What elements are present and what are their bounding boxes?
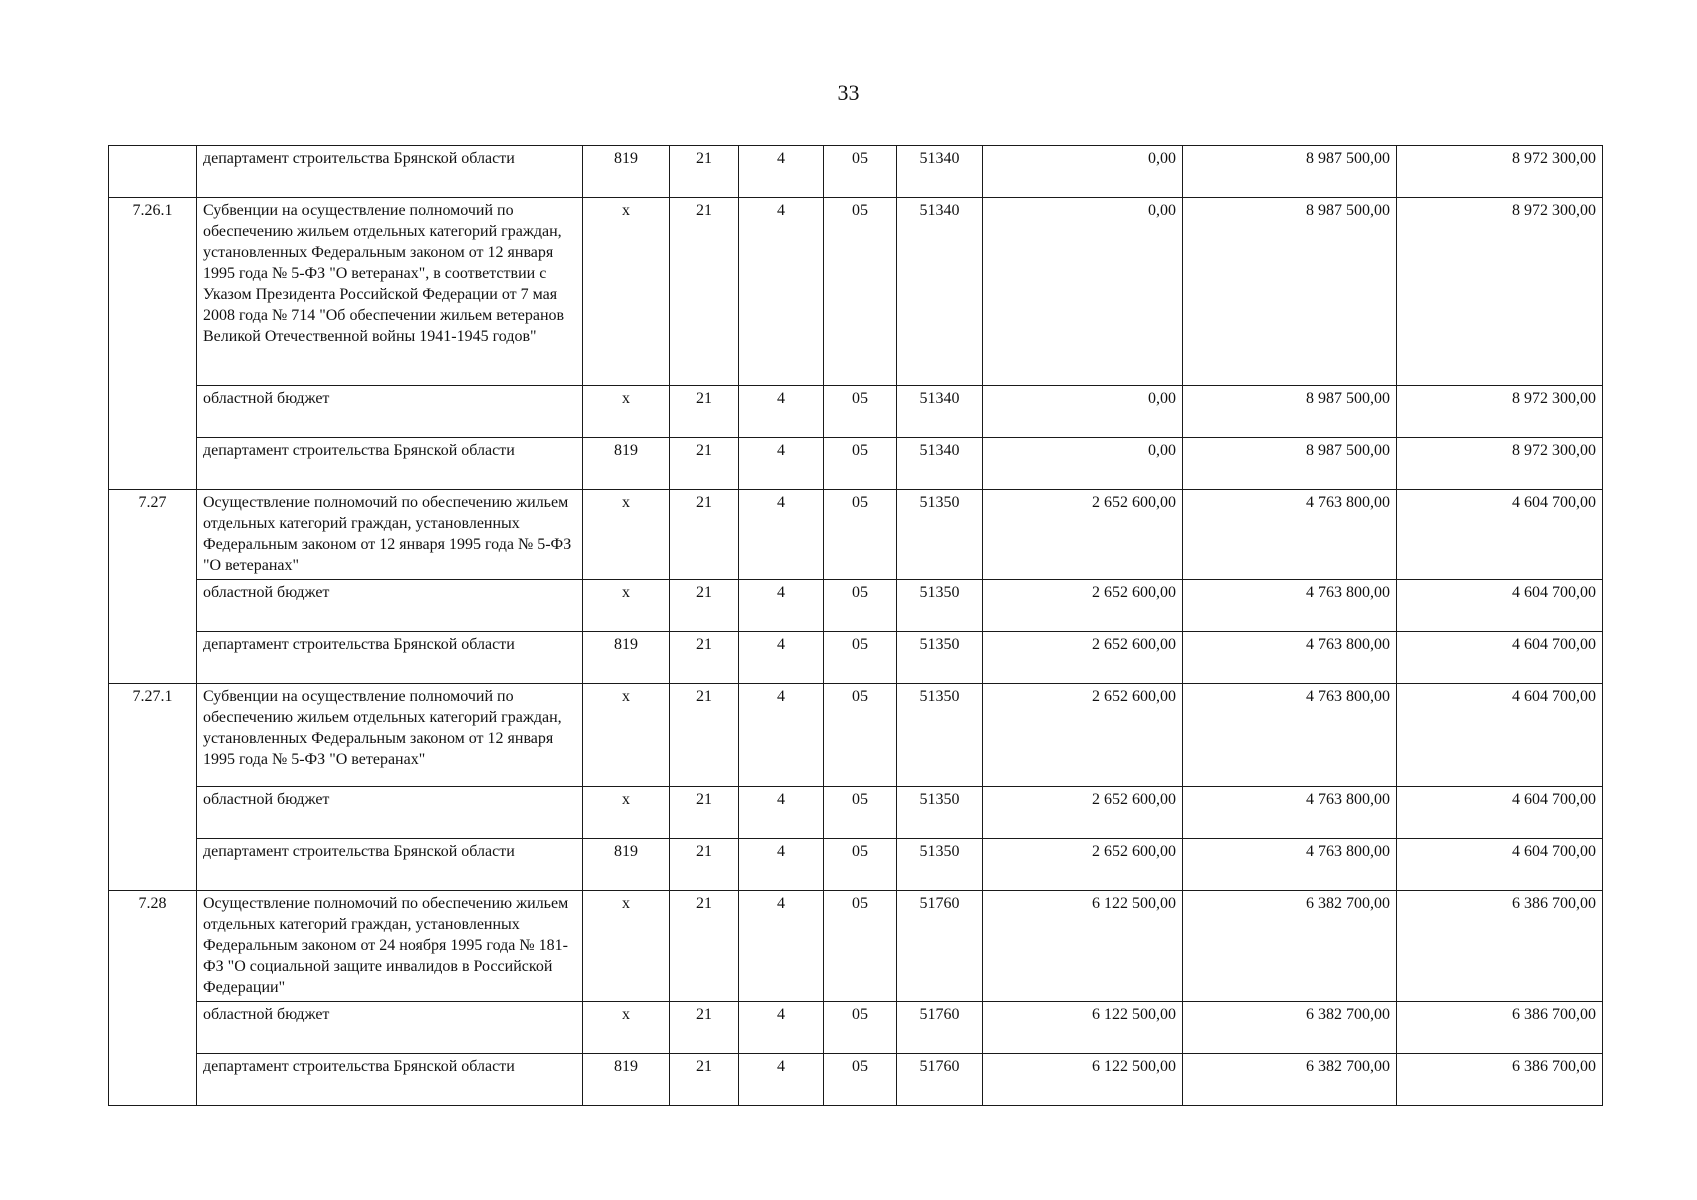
cell-amount-3: 6 386 700,00	[1397, 1054, 1603, 1106]
table-row	[109, 787, 1603, 839]
cell-amount-1: 0,00	[983, 146, 1183, 198]
table-row	[109, 438, 1603, 490]
cell-direction-code: 05	[824, 1002, 897, 1054]
cell-amount-1: 2 652 600,00	[983, 839, 1183, 891]
cell-program-code: 21	[670, 1054, 739, 1106]
table-row	[109, 146, 1603, 198]
row-name: департамент строительства Брянской области	[197, 839, 583, 891]
cell-amount-1: 6 122 500,00	[983, 1054, 1183, 1106]
cell-amount-3: 8 972 300,00	[1397, 386, 1603, 438]
cell-subprogram-code: 4	[739, 580, 824, 632]
row-name: областной бюджет	[197, 386, 583, 438]
cell-direction-code: 05	[824, 438, 897, 490]
cell-subprogram-code: 4	[739, 146, 824, 198]
cell-subprogram-code: 4	[739, 1002, 824, 1054]
cell-amount-2: 8 987 500,00	[1183, 146, 1397, 198]
cell-direction-code: 05	[824, 386, 897, 438]
cell-subprogram-code: 4	[739, 1054, 824, 1106]
row-name: областной бюджет	[197, 580, 583, 632]
cell-amount-2: 4 763 800,00	[1183, 787, 1397, 839]
cell-program-code: 21	[670, 438, 739, 490]
cell-subprogram-code: 4	[739, 632, 824, 684]
cell-admin-code: х	[583, 1002, 670, 1054]
cell-amount-2: 4 763 800,00	[1183, 490, 1397, 580]
row-code: 7.28	[109, 891, 197, 1106]
cell-subprogram-code: 4	[739, 891, 824, 1002]
cell-admin-code: х	[583, 386, 670, 438]
row-name: областной бюджет	[197, 787, 583, 839]
cell-amount-1: 0,00	[983, 198, 1183, 386]
cell-direction-code: 05	[824, 1054, 897, 1106]
row-name: областной бюджет	[197, 1002, 583, 1054]
cell-expense-code: 51760	[897, 1054, 983, 1106]
cell-program-code: 21	[670, 891, 739, 1002]
cell-subprogram-code: 4	[739, 198, 824, 386]
cell-admin-code: 819	[583, 438, 670, 490]
row-name: департамент строительства Брянской области	[197, 438, 583, 490]
cell-amount-2: 8 987 500,00	[1183, 438, 1397, 490]
cell-admin-code: 819	[583, 146, 670, 198]
cell-expense-code: 51340	[897, 386, 983, 438]
cell-admin-code: х	[583, 684, 670, 787]
row-name: Субвенции на осуществление полномочий по обеспечению жильем отдельных категорий граждан, установленных Федеральным законом от 12 января 1995 года № 5-ФЗ "О ветеранах", в соответствии с Указом Президента Российской Федерации от 7 мая 2008 года № 714 "Об обеспечении жильем ветеранов Великой Отечественной войны 1941-1945 годов"	[197, 198, 583, 386]
cell-amount-3: 4 604 700,00	[1397, 839, 1603, 891]
cell-amount-2: 6 382 700,00	[1183, 1002, 1397, 1054]
cell-program-code: 21	[670, 198, 739, 386]
row-code: 7.26.1	[109, 198, 197, 490]
cell-direction-code: 05	[824, 198, 897, 386]
table-row	[109, 891, 1603, 1002]
cell-program-code: 21	[670, 386, 739, 438]
cell-amount-3: 8 972 300,00	[1397, 438, 1603, 490]
cell-program-code: 21	[670, 787, 739, 839]
table-row	[109, 198, 1603, 386]
cell-amount-1: 2 652 600,00	[983, 684, 1183, 787]
row-name: департамент строительства Брянской области	[197, 1054, 583, 1106]
cell-admin-code: х	[583, 891, 670, 1002]
cell-amount-2: 8 987 500,00	[1183, 198, 1397, 386]
cell-admin-code: х	[583, 198, 670, 386]
row-name: Осуществление полномочий по обеспечению жильем отдельных категорий граждан, установленных Федеральным законом от 12 января 1995 года № 5-ФЗ "О ветеранах"	[197, 490, 583, 580]
cell-subprogram-code: 4	[739, 490, 824, 580]
cell-expense-code: 51350	[897, 580, 983, 632]
cell-amount-3: 8 972 300,00	[1397, 146, 1603, 198]
row-code: 7.27.1	[109, 684, 197, 891]
cell-admin-code: 819	[583, 839, 670, 891]
row-name: Осуществление полномочий по обеспечению жильем отдельных категорий граждан, установленных Федеральным законом от 24 ноября 1995 года № 181-ФЗ "О социальной защите инвалидов в Российской Федерации"	[197, 891, 583, 1002]
cell-expense-code: 51760	[897, 1002, 983, 1054]
cell-expense-code: 51350	[897, 839, 983, 891]
cell-amount-3: 6 386 700,00	[1397, 891, 1603, 1002]
cell-amount-1: 0,00	[983, 438, 1183, 490]
cell-amount-3: 4 604 700,00	[1397, 684, 1603, 787]
cell-amount-1: 2 652 600,00	[983, 632, 1183, 684]
cell-program-code: 21	[670, 490, 739, 580]
budget-table	[108, 145, 1603, 1106]
cell-amount-2: 4 763 800,00	[1183, 684, 1397, 787]
cell-amount-1: 0,00	[983, 386, 1183, 438]
row-code: 7.27	[109, 490, 197, 684]
table-row	[109, 684, 1603, 787]
page-number: 33	[837, 80, 860, 105]
cell-expense-code: 51760	[897, 891, 983, 1002]
cell-admin-code: х	[583, 580, 670, 632]
cell-program-code: 21	[670, 684, 739, 787]
cell-amount-2: 4 763 800,00	[1183, 632, 1397, 684]
table-row	[109, 580, 1603, 632]
cell-admin-code: х	[583, 787, 670, 839]
cell-direction-code: 05	[824, 632, 897, 684]
cell-admin-code: 819	[583, 1054, 670, 1106]
cell-program-code: 21	[670, 839, 739, 891]
cell-amount-1: 2 652 600,00	[983, 580, 1183, 632]
table-row	[109, 490, 1603, 580]
cell-amount-2: 6 382 700,00	[1183, 1054, 1397, 1106]
cell-expense-code: 51340	[897, 438, 983, 490]
table-row	[109, 1054, 1603, 1106]
cell-subprogram-code: 4	[739, 386, 824, 438]
cell-amount-1: 2 652 600,00	[983, 787, 1183, 839]
cell-subprogram-code: 4	[739, 438, 824, 490]
table-row	[109, 839, 1603, 891]
cell-amount-3: 4 604 700,00	[1397, 490, 1603, 580]
cell-amount-1: 6 122 500,00	[983, 891, 1183, 1002]
cell-amount-3: 6 386 700,00	[1397, 1002, 1603, 1054]
cell-expense-code: 51350	[897, 490, 983, 580]
cell-program-code: 21	[670, 146, 739, 198]
row-name: департамент строительства Брянской области	[197, 632, 583, 684]
table-row	[109, 632, 1603, 684]
cell-direction-code: 05	[824, 839, 897, 891]
cell-direction-code: 05	[824, 684, 897, 787]
cell-subprogram-code: 4	[739, 684, 824, 787]
cell-direction-code: 05	[824, 146, 897, 198]
cell-amount-3: 8 972 300,00	[1397, 198, 1603, 386]
row-code	[109, 146, 197, 198]
table-row	[109, 1002, 1603, 1054]
cell-amount-1: 2 652 600,00	[983, 490, 1183, 580]
cell-amount-1: 6 122 500,00	[983, 1002, 1183, 1054]
cell-subprogram-code: 4	[739, 839, 824, 891]
cell-direction-code: 05	[824, 490, 897, 580]
cell-amount-2: 4 763 800,00	[1183, 839, 1397, 891]
cell-admin-code: 819	[583, 632, 670, 684]
cell-subprogram-code: 4	[739, 787, 824, 839]
cell-amount-3: 4 604 700,00	[1397, 632, 1603, 684]
row-name: департамент строительства Брянской области	[197, 146, 583, 198]
cell-program-code: 21	[670, 580, 739, 632]
cell-amount-2: 8 987 500,00	[1183, 386, 1397, 438]
cell-amount-2: 6 382 700,00	[1183, 891, 1397, 1002]
cell-expense-code: 51340	[897, 198, 983, 386]
cell-expense-code: 51350	[897, 632, 983, 684]
cell-expense-code: 51350	[897, 684, 983, 787]
table-row	[109, 386, 1603, 438]
row-name: Субвенции на осуществление полномочий по обеспечению жильем отдельных категорий граждан, установленных Федеральным законом от 12 января 1995 года № 5-ФЗ "О ветеранах"	[197, 684, 583, 787]
cell-amount-3: 4 604 700,00	[1397, 580, 1603, 632]
cell-direction-code: 05	[824, 891, 897, 1002]
cell-admin-code: х	[583, 490, 670, 580]
cell-direction-code: 05	[824, 580, 897, 632]
cell-expense-code: 51340	[897, 146, 983, 198]
cell-amount-2: 4 763 800,00	[1183, 580, 1397, 632]
cell-amount-3: 4 604 700,00	[1397, 787, 1603, 839]
cell-expense-code: 51350	[897, 787, 983, 839]
cell-direction-code: 05	[824, 787, 897, 839]
cell-program-code: 21	[670, 1002, 739, 1054]
cell-program-code: 21	[670, 632, 739, 684]
